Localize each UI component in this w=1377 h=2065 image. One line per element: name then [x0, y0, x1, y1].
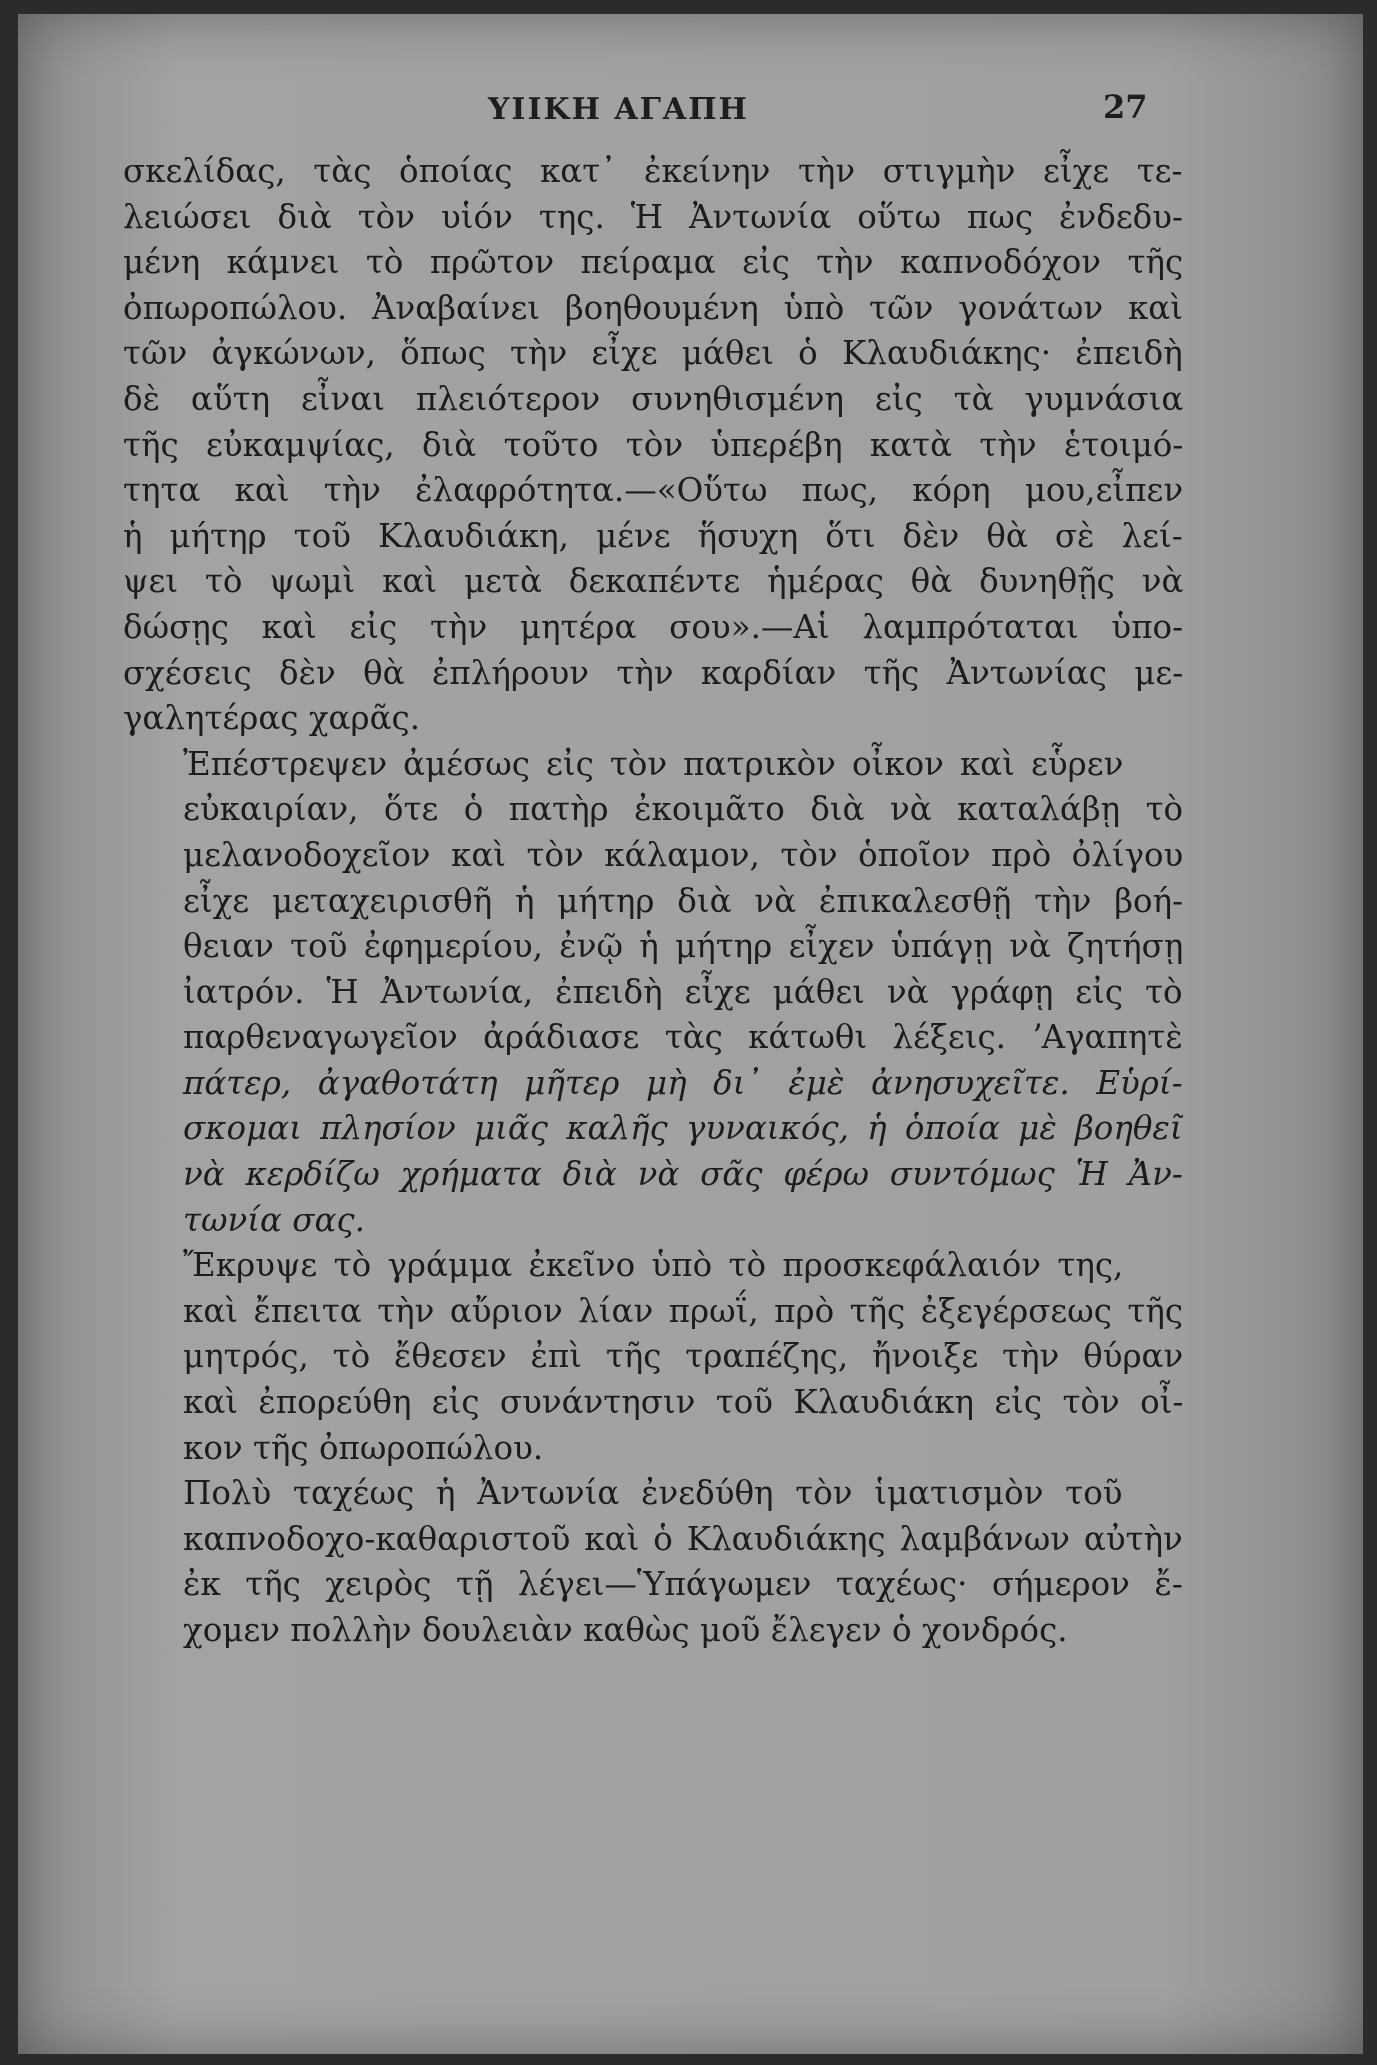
text-line: ὀπωροπώλου. Ἀναβαίνει βοηθουμένη ὑπὸ τῶν γονάτων καὶ: [123, 288, 1183, 327]
text-line: τητα καὶ τὴν ἐλαφρότητα.—«Οὕτω πως, κόρη μου,εἶπεν: [123, 471, 1183, 510]
text-line: ἡ μήτηρ τοῦ Κλαυδιάκη, μένε ἥσυχη ὅτι δὲν θὰ σὲ λεί-: [123, 516, 1183, 555]
letter-text-line: νὰ κερδίζω χρήματα διὰ νὰ σᾶς φέρω συντόμως Ἡ Ἀν-: [183, 1155, 1183, 1194]
text-line: χομεν πολλὴν δουλειὰν καθὼς μοῦ ἔλεγεν ὁ χονδρός.: [183, 1611, 1068, 1649]
text-line: μένη κάμνει τὸ πρῶτον πείραμα εἰς τὴν καπνοδόχον τῆς: [123, 243, 1183, 282]
text-line: καὶ ἔπειτα τὴν αὔριον λίαν πρωΐ, πρὸ τῆς ἐξεγέρσεως τῆς: [183, 1291, 1183, 1330]
page-header: [18, 88, 1363, 136]
text-line: μελανοδοχεῖον καὶ τὸν κάλαμον, τὸν ὁποῖον πρὸ ὀλίγου: [183, 835, 1183, 874]
text-line: σκελίδας, τὰς ὁποίας κατ᾽ ἐκείνην τὴν στιγμὴν εἶχε τε-: [123, 152, 1183, 190]
text-line: δὲ αὕτη εἶναι πλειότερον συνηθισμένη εἰς τὰ γυμνάσια: [123, 379, 1183, 418]
text-line: μητρός, τὸ ἔθεσεν ἐπὶ τῆς τραπέζης, ἤνοιξε τὴν θύραν: [183, 1337, 1183, 1376]
text-line: τῆς εὐκαμψίας, διὰ τοῦτο τὸν ὑπερέβη κατὰ τὴν ἑτοιμό-: [123, 425, 1183, 464]
text-line: κον τῆς ὀπωροπώλου.: [183, 1428, 544, 1467]
text-line: ἰατρόν. Ἡ Ἀντωνία, ἐπειδὴ εἶχε μάθει νὰ γράφῃ εἰς τὸ: [183, 972, 1183, 1011]
text-line: ἐκ τῆς χειρὸς τῇ λέγει—Ὑπάγωμεν ταχέως· σήμερον ἔ-: [183, 1565, 1183, 1604]
text-line: Ἔκρυψε τὸ γράμμα ἐκεῖνο ὑπὸ τὸ προσκεφάλαιόν της,: [183, 1246, 1124, 1285]
text-line: θειαν τοῦ ἐφημερίου, ἐνῷ ἡ μήτηρ εἶχεν ὑπάγῃ νὰ ζητήσῃ: [183, 927, 1183, 966]
paragraph: [123, 149, 1183, 742]
text-line: εὐκαιρίαν, ὅτε ὁ πατὴρ ἐκοιμᾶτο διὰ νὰ καταλάβῃ τὸ: [183, 790, 1183, 829]
text-line: δώσῃς καὶ εἰς τὴν μητέρα σου».—Αἱ λαμπρόταται ὑπο-: [123, 607, 1183, 646]
paragraph: [123, 1471, 1183, 1653]
text-line: παρθεναγωγεῖον ἀράδιασε τὰς κάτωθι λέξεις. ʼΑγαπητὲ: [183, 1018, 1183, 1057]
text-line: γαλητέρας χαρᾶς.: [123, 699, 421, 738]
text-line: σχέσεις δὲν θὰ ἐπλήρουν τὴν καρδίαν τῆς Ἀντωνίας με-: [123, 653, 1183, 692]
paragraph: [123, 742, 1183, 1244]
text-line: καὶ ἐπορεύθη εἰς συνάντησιν τοῦ Κλαυδιάκη εἰς τὸν οἶ-: [183, 1383, 1183, 1422]
letter-text-line: πάτερ, ἀγαθοτάτη μῆτερ μὴ δι᾽ ἐμὲ ἀνησυχεῖτε. Εὑρί-: [183, 1063, 1183, 1102]
paragraph: [123, 1243, 1183, 1471]
running-head: ΥΙΙΚΗ ΑΓΑΠΗ: [488, 92, 749, 127]
text-line: Ἐπέστρεψεν ἀμέσως εἰς τὸν πατρικὸν οἶκον καὶ εὗρεν: [183, 744, 1124, 783]
text-line: τῶν ἀγκώνων, ὅπως τὴν εἶχε μάθει ὁ Κλαυδιάκης· ἐπειδὴ: [123, 334, 1183, 373]
page-number: 27: [1103, 88, 1148, 126]
text-line: καπνοδοχο-καθαριστοῦ καὶ ὁ Κλαυδιάκης λαμβάνων αὐτὴν: [183, 1519, 1183, 1558]
book-page: [18, 14, 1363, 2054]
text-line: ψει τὸ ψωμὶ καὶ μετὰ δεκαπέντε ἡμέρας θὰ δυνηθῇς νὰ: [123, 562, 1183, 601]
body-text: [123, 149, 1183, 1654]
letter-text-line: τωνία σας.: [183, 1200, 365, 1239]
text-line: εἶχε μεταχειρισθῆ ἡ μήτηρ διὰ νὰ ἐπικαλεσθῇ τὴν βοή-: [183, 881, 1183, 920]
letter-text-line: σκομαι πλησίον μιᾶς καλῆς γυναικός, ἡ ὁποία μὲ βοηθεῖ: [183, 1109, 1183, 1148]
text-line: λειώσει διὰ τὸν υἱόν της. Ἡ Ἀντωνία οὕτω πως ἐνδεδυ-: [123, 197, 1183, 236]
text-line: Πολὺ ταχέως ἡ Ἀντωνία ἐνεδύθη τὸν ἱματισμὸν τοῦ: [183, 1474, 1123, 1513]
